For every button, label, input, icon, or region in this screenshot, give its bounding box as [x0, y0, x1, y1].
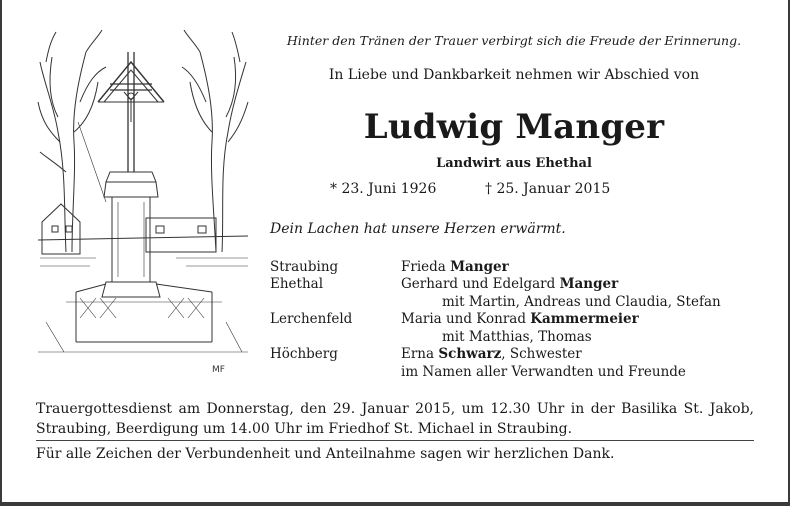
motto: Dein Lachen hat unsere Herzen erwärmt. [270, 221, 566, 237]
mourners-closing: im Namen aller Verwandten und Freunde [401, 364, 686, 380]
wayside-cross-sketch-icon [36, 22, 250, 390]
divider [36, 440, 754, 441]
thanks-line: Für alle Zeichen der Verbundenheit und Anteilnahme sagen wir herzlichen Dank. [36, 446, 615, 462]
funeral-service-info: Trauergottesdienst am Donnerstag, den 29. Januar 2015, um 12.30 Uhr in der Basilika St. Jakob, Straubing, Beerdigung um 14.00 Uhr im Friedhof St. Michael in Straubing. [36, 401, 754, 437]
death-date: † 25. Januar 2015 [485, 181, 611, 197]
deceased-occupation: Landwirt aus Ehethal [436, 156, 592, 171]
mourner-location: Ehethal [270, 276, 324, 292]
birth-date: * 23. Juni 1926 [330, 181, 437, 197]
intro-line: In Liebe und Dankbarkeit nehmen wir Abschied von [328, 67, 700, 83]
mourner-detail: mit Martin, Andreas und Claudia, Stefan [442, 294, 721, 310]
mourner-location: Lerchenfeld [270, 311, 353, 327]
svg-text:MF: MF [212, 365, 225, 375]
mourner-location: Straubing [270, 259, 339, 275]
mourner-name: Frieda Manger [401, 259, 509, 275]
mourner-name: Gerhard und Edelgard Manger [401, 276, 619, 292]
mourner-location: Höchberg [270, 346, 338, 362]
opening-quote: Hinter den Tränen der Trauer verbirgt sich die Freude der Erinnerung. [286, 33, 742, 48]
mourner-name: Erna Schwarz, Schwester [401, 346, 582, 362]
deceased-name: Ludwig Manger [363, 107, 665, 147]
mourner-name: Maria und Konrad Kammermeier [401, 311, 639, 327]
mourner-detail: mit Matthias, Thomas [442, 329, 592, 345]
